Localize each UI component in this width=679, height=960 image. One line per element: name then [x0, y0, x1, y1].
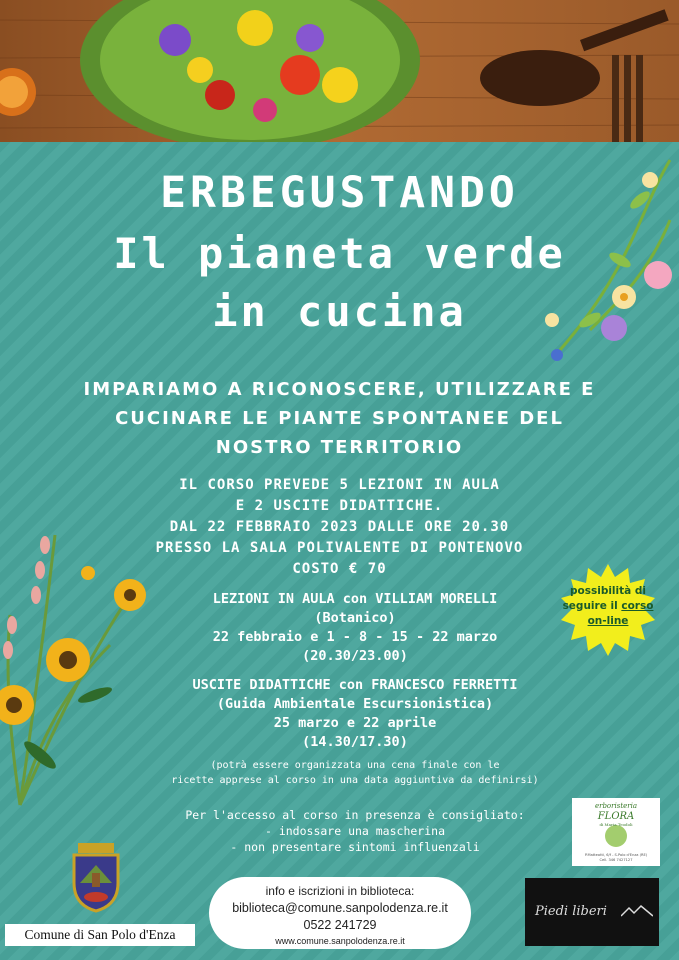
badge-text — [560, 584, 656, 629]
course-line: COSTO € 70 — [292, 561, 387, 577]
flora-address: P.Matteotti, 6/f - S.Polo d'Enza (RE) — [584, 853, 648, 857]
flora-name: FLORA — [597, 811, 635, 822]
outings-block — [140, 676, 570, 752]
course-line: E 2 USCITE DIDATTICHE. — [235, 498, 444, 514]
title-line-1: ERBEGUSTANDO — [160, 168, 519, 218]
flora-telephone: Cell. 346 7427127 — [599, 858, 633, 862]
note-line: (potrà essere organizzata una cena finale con le — [210, 760, 500, 771]
info-email-link[interactable]: biblioteca@comune.sanpolodenza.re.it — [232, 901, 448, 915]
access-line: - indossare una mascherina — [264, 824, 445, 838]
salad-photo — [0, 0, 679, 142]
piedi-liberi-logo — [525, 878, 659, 946]
access-line: - non presentare sintomi influenzali — [230, 840, 480, 854]
comune-name: Comune di San Polo d'Enza — [24, 927, 176, 942]
info-box — [209, 877, 471, 949]
course-line: IL CORSO PREVEDE 5 LEZIONI IN AULA — [179, 477, 500, 493]
badge-line-2a: seguire il — [562, 600, 622, 612]
info-phone: 0522 241729 — [303, 918, 377, 932]
badge-line-2 — [560, 599, 656, 614]
subtitle — [0, 375, 679, 462]
badge-line-2b: corso — [621, 600, 654, 612]
piedi-liberi-text: Piedi liberi — [535, 904, 607, 919]
lessons-line: (Botanico) — [314, 610, 396, 626]
flora-logo — [572, 798, 660, 866]
lessons-line: (20.30/23.00) — [302, 648, 408, 664]
info-website-link[interactable]: www.comune.sanpolodenza.re.it — [275, 936, 405, 946]
coat-of-arms-icon — [68, 843, 124, 913]
comune-label — [5, 924, 195, 946]
lessons-line: LEZIONI IN AULA con VILLIAM MORELLI — [212, 591, 498, 607]
outings-line: (Guida Ambientale Escursionistica) — [216, 696, 494, 712]
subtitle-line: IMPARIAMO A RICONOSCERE, UTILIZZARE E — [83, 379, 596, 400]
outings-line: USCITE DIDATTICHE con FRANCESCO FERRETTI — [192, 677, 518, 693]
title-lines — [0, 225, 679, 341]
mountain-icon — [621, 904, 653, 918]
subtitle-line: NOSTRO TERRITORIO — [215, 437, 464, 458]
subtitle-line: CUCINARE LE PIANTE SPONTANEE DEL — [115, 408, 564, 429]
badge-line — [560, 614, 656, 629]
title-line-2: Il pianeta verde — [113, 229, 566, 278]
badge-line: possibilità di — [569, 585, 647, 597]
title-line-3: in cucina — [212, 287, 467, 336]
access-requirements — [140, 807, 570, 855]
outings-line: (14.30/17.30) — [302, 734, 408, 750]
leaf-icon — [605, 825, 627, 847]
dinner-note — [125, 758, 585, 788]
badge-line-3: on-line — [587, 615, 629, 627]
info-heading: info e iscrizioni in biblioteca: — [265, 884, 415, 898]
course-line: DAL 22 FEBBRAIO 2023 DALLE ORE 20.30 — [169, 519, 510, 535]
flora-top: erboristeria — [594, 802, 638, 810]
note-line: ricette apprese al corso in una data aggiuntiva da definirsi) — [171, 775, 539, 786]
online-badge — [560, 562, 656, 658]
lessons-block — [140, 590, 570, 666]
course-line: PRESSO LA SALA POLIVALENTE DI PONTENOVO — [155, 540, 524, 556]
lessons-line: 22 febbraio e 1 - 8 - 15 - 22 marzo — [212, 629, 498, 645]
flora-sub: di Maria Teodoli — [599, 822, 633, 827]
access-line: Per l'accesso al corso in presenza è consigliato: — [185, 808, 525, 822]
outings-line: 25 marzo e 22 aprile — [273, 715, 437, 731]
